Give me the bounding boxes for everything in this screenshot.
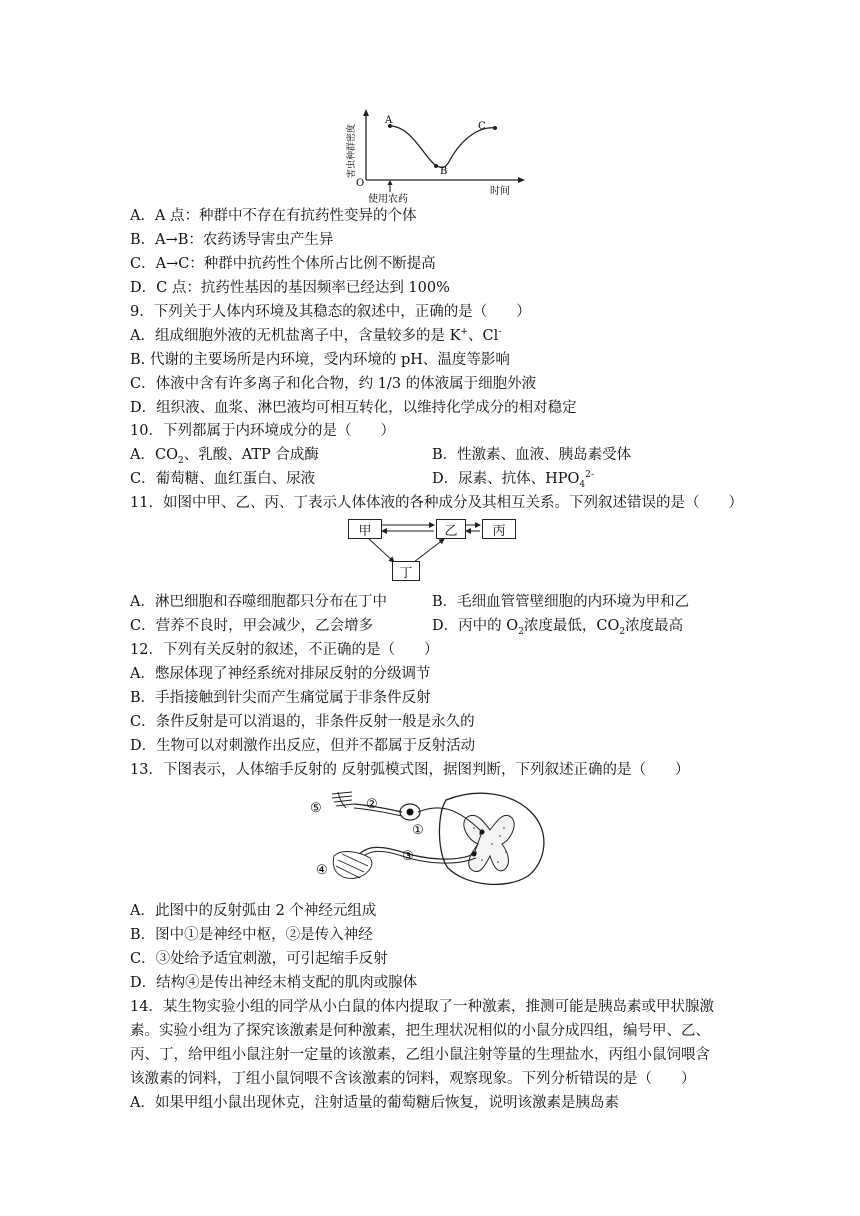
q8-option-a: A．A 点：种群中不存在有抗药性变异的个体 [130, 208, 417, 224]
q12-option-a: A．憋尿体现了神经系统对排尿反射的分级调节 [130, 666, 431, 682]
q12-option-b: B．手指接触到针尖而产生痛觉属于非条件反射 [130, 690, 431, 706]
q14-line-3: 丙、丁，给甲组小鼠注射一定量的该激素，乙组小鼠注射等量的生理盐水，丙组小鼠饲喂含 [130, 1047, 710, 1063]
origin-label: O [356, 178, 365, 189]
q8-option-c: C．A→C：种群中抗药性个体所占比例不断提高 [130, 256, 436, 272]
box-yi: 乙 [436, 519, 466, 539]
box-ding: 丁 [392, 561, 420, 581]
q14-option-a: A．如果甲组小鼠出现休克，注射适量的葡萄糖后恢复，说明该激素是胰岛素 [130, 1095, 619, 1111]
point-a-label: A [385, 115, 393, 126]
q14-line-1: 14．某生物实验小组的同学从小白鼠的体内提取了一种激素，推测可能是胰岛素或甲状腺激 [130, 999, 714, 1015]
q10-option-c: C．葡萄糖、血红蛋白、尿液 [130, 471, 316, 487]
reflex-arc-diagram [306, 782, 556, 890]
q8-option-b: B．A→B：农药诱导害虫产生异 [130, 232, 334, 248]
q11-option-c: C．营养不良时，甲会减少，乙会增多 [130, 618, 374, 634]
label-3: ③ [402, 849, 414, 864]
box-bing: 丙 [482, 519, 516, 539]
point-b-label: B [440, 166, 448, 177]
q10-stem: 10．下列都属于内环境成分的是（ ） [130, 423, 395, 439]
arrow-label: 使用农药 [368, 194, 408, 204]
label-2: ② [366, 797, 378, 812]
q12-option-c: C．条件反射是可以消退的，非条件反射一般是永久的 [130, 714, 475, 730]
q9-option-d: D．组织液、血浆、淋巴液均可相互转化，以维持化学成分的相对稳定 [130, 400, 577, 416]
q8-option-d: D．C 点：抗药性基因的基因频率已经达到 100% [130, 280, 450, 296]
q11-option-d: D．丙中的 $O_2$浓度最低，$CO_2$浓度最高 [432, 618, 684, 637]
q12-stem: 12．下列有关反射的叙述，不正确的是（ ） [130, 642, 439, 658]
q14-line-4: 该激素的饲料，丁组小鼠饲喂不含该激素的饲料，观察现象。下列分析错误的是（ ） [130, 1071, 696, 1087]
q11-option-b: B．毛细血管管壁细胞的内环境为甲和乙 [432, 594, 690, 610]
point-c-label: C [478, 121, 486, 132]
q13-stem: 13．下图表示，人体缩手反射的 反射弧模式图，据图判断，下列叙述正确的是（ ） [130, 762, 690, 778]
q10-option-b: B．性激素、血液、胰岛素受体 [432, 447, 632, 463]
label-5: ⑤ [310, 801, 322, 816]
x-axis-label: 时间 [490, 186, 510, 197]
q9-option-a: A．组成细胞外液的无机盐离子中，含量较多的是 K+、Cl- [130, 327, 502, 344]
q13-option-b: B．图中①是神经中枢，②是传入神经 [130, 927, 373, 943]
pest-density-graph [330, 108, 530, 204]
q13-option-d: D．结构④是传出神经末梢支配的肌肉或腺体 [130, 975, 418, 991]
label-1: ① [412, 823, 424, 838]
y-axis-label: 害虫种群密度 [347, 123, 357, 178]
q12-option-d: D．生物可以对刺激作出反应，但并不都属于反射活动 [130, 738, 476, 754]
q11-stem: 11．如图中甲、乙、丙、丁表示人体体液的各种成分及其相互关系。下列叙述错误的是（ ） [130, 495, 743, 511]
q9-option-c: C．体液中含有许多离子和化合物，约 1/3 的体液属于细胞外液 [130, 376, 537, 392]
q13-option-c: C．③处给予适宜刺激，可引起缩手反射 [130, 951, 388, 967]
label-4: ④ [316, 863, 328, 878]
q14-line-2: 素。实验小组为了探究该激素是何种激素，把生理状况相似的小鼠分成四组，编号甲、乙、 [130, 1023, 710, 1039]
q9-option-b: B. 代谢的主要场所是内环境，受内环境的 pH、温度等影响 [130, 352, 510, 368]
q13-option-a: A．此图中的反射弧由 2 个神经元组成 [130, 903, 377, 919]
box-jia: 甲 [348, 519, 382, 539]
q9-stem: 9．下列关于人体内环境及其稳态的叙述中，正确的是（ ） [130, 304, 531, 320]
q11-option-a: A．淋巴细胞和吞噬细胞都只分布在丁中 [130, 594, 387, 610]
q10-option-d: D．尿素、抗体、$HPO_4^{2-}$ [432, 470, 594, 490]
body-fluid-diagram [344, 518, 520, 580]
q10-option-a: A．$CO_2$、乳酸、ATP 合成酶 [130, 447, 319, 466]
